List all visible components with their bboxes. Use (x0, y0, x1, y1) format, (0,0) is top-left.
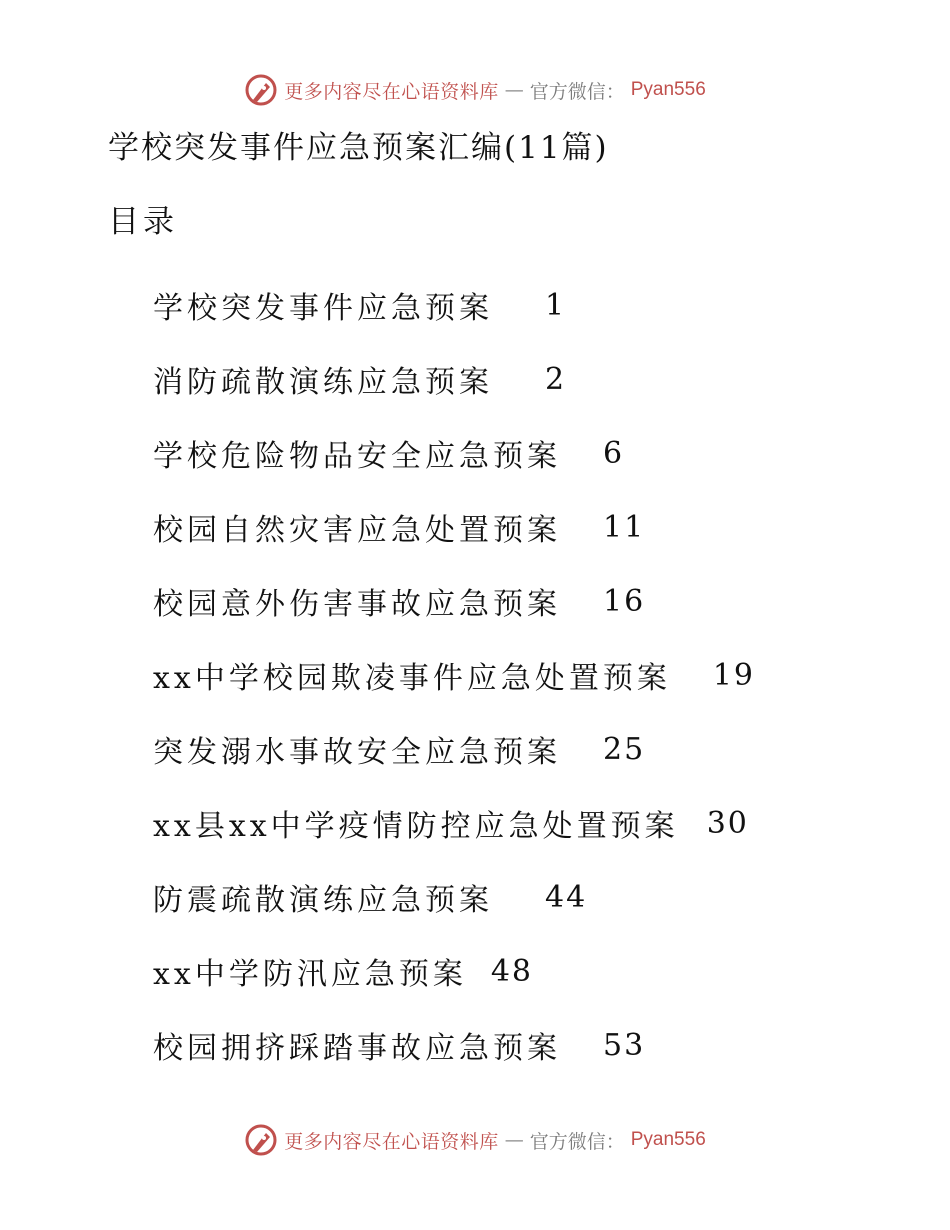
toc-item-page: 30 (706, 805, 749, 841)
toc-item[interactable] (153, 786, 755, 860)
toc-item-title: 学校危险物品安全应急预案 (153, 439, 561, 474)
toc-item[interactable] (153, 1008, 755, 1082)
toc-list (153, 268, 755, 1082)
watermark-official-label: 官方微信： (529, 1130, 625, 1153)
toc-item-page: 16 (603, 583, 646, 619)
toc-item-title: xx县xx中学疫情防控应急处置预案 (153, 809, 679, 844)
header-watermark (0, 70, 950, 110)
toc-item-page: 44 (545, 879, 588, 915)
toc-item[interactable] (153, 564, 755, 638)
toc-item-page: 48 (490, 953, 534, 989)
toc-heading: 目录 (108, 204, 178, 240)
toc-item-page: 1 (545, 287, 567, 323)
toc-item-page: 25 (603, 731, 646, 767)
toc-item-title: 校园自然灾害应急处置预案 (153, 513, 561, 548)
watermark-wechat-id: Pyan556 (630, 1129, 706, 1150)
toc-item-title: 校园拥挤踩踏事故应急预案 (153, 1031, 561, 1066)
watermark-text: 更多内容尽在心语资料库 (284, 1130, 499, 1153)
toc-item[interactable] (153, 712, 755, 786)
watermark-dash: — (504, 1129, 524, 1151)
toc-item-title: xx中学防汛应急预案 (153, 957, 467, 992)
pen-nib-circle-icon (244, 1123, 278, 1157)
toc-item[interactable] (153, 490, 755, 564)
toc-item-page: 2 (545, 361, 567, 397)
toc-item[interactable] (153, 342, 755, 416)
toc-item-page: 19 (712, 657, 756, 693)
toc-item[interactable] (153, 638, 755, 712)
watermark-official-label: 官方微信： (529, 80, 625, 103)
watermark-wechat-id: Pyan556 (630, 79, 706, 100)
toc-item[interactable] (153, 860, 755, 934)
toc-item-title: 学校突发事件应急预案 (153, 291, 493, 326)
toc-item-page: 11 (603, 509, 646, 545)
pen-nib-circle-icon (244, 73, 278, 107)
toc-item-title: xx中学校园欺凌事件应急处置预案 (153, 661, 671, 696)
watermark-dash: — (504, 79, 524, 101)
toc-item-title: 防震疏散演练应急预案 (153, 883, 493, 918)
toc-item[interactable] (153, 268, 755, 342)
watermark-text: 更多内容尽在心语资料库 (284, 80, 499, 103)
toc-item-title: 消防疏散演练应急预案 (153, 365, 493, 400)
toc-item-page: 6 (603, 435, 625, 471)
toc-item[interactable] (153, 416, 755, 490)
footer-watermark (0, 1120, 950, 1160)
toc-item-title: 突发溺水事故安全应急预案 (153, 735, 561, 770)
toc-item-page: 53 (603, 1027, 646, 1063)
toc-item-title: 校园意外伤害事故应急预案 (153, 587, 561, 622)
toc-item[interactable] (153, 934, 755, 1008)
document-title: 学校突发事件应急预案汇编(11篇) (108, 130, 609, 166)
